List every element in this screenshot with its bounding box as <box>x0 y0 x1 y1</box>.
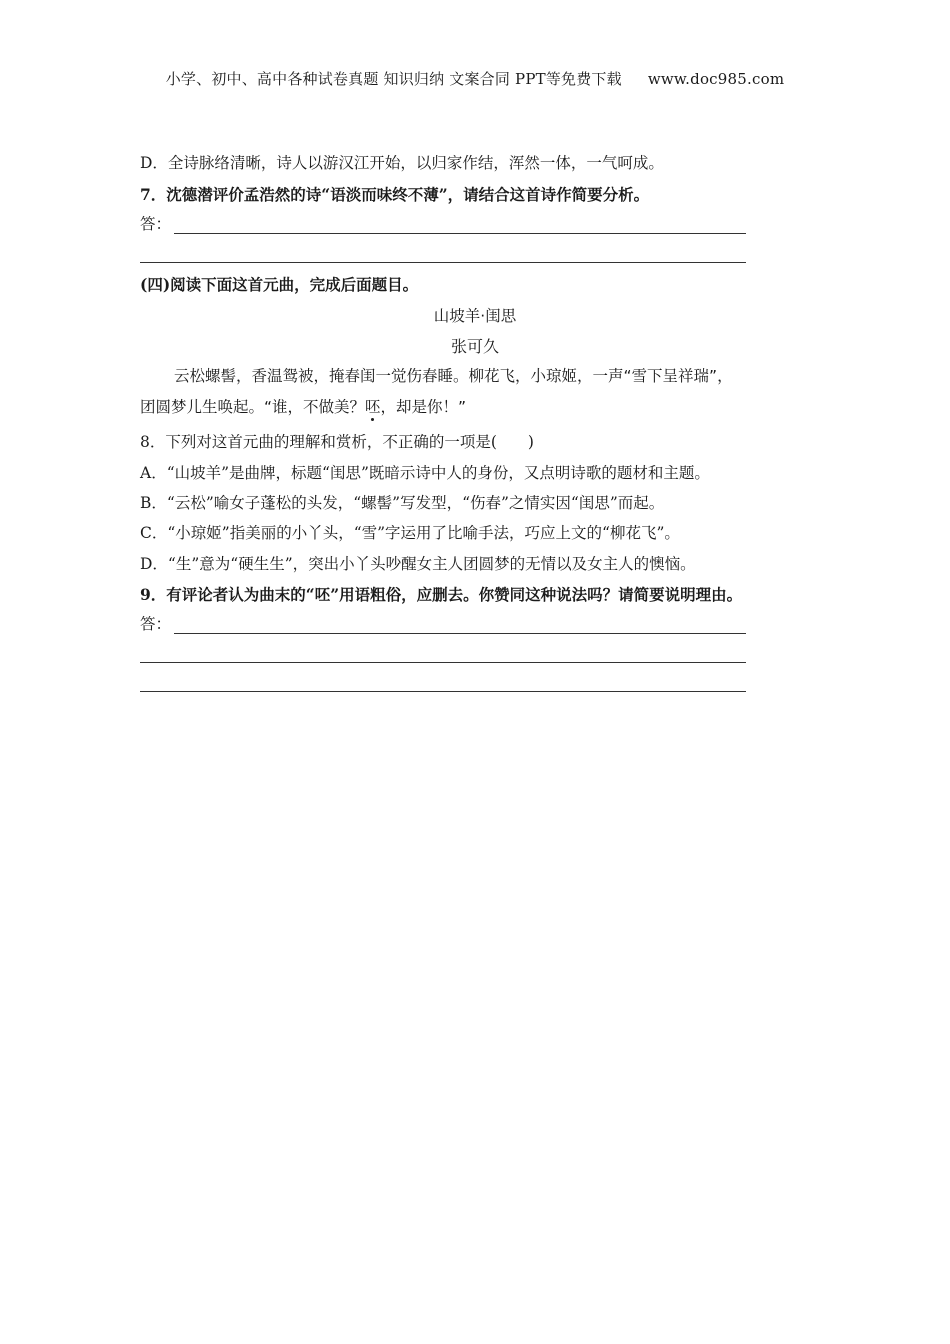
q9-question: 9．有评论者认为曲末的“呸”用语粗俗，应删去。你赞同这种说法吗？请简要说明理由。 <box>140 585 743 604</box>
poem-line-2-end: ，却是你！” <box>380 398 467 416</box>
q8-option-c: C．“小琼姬”指美丽的小丫头，“雪”字运用了比喻手法，巧应上文的“柳花飞”。 <box>140 524 680 542</box>
section4-heading: (四)阅读下面这首元曲，完成后面题目。 <box>140 275 419 294</box>
q9-answer-line-3 <box>140 672 746 692</box>
q6-option-d: D．全诗脉络清晰，诗人以游汉江开始，以归家作结，浑然一体，一气呵成。 <box>140 154 664 172</box>
q8-option-a: A．“山坡羊”是曲牌，标题“闺思”既暗示诗中人的身份，又点明诗歌的题材和主题。 <box>140 464 710 482</box>
header-text: 小学、初中、高中各种试卷真题 知识归纳 文案合同 PPT等免费下载 <box>165 70 622 88</box>
poem-emphasis-char: 呸 <box>365 398 381 416</box>
header-site: www.doc985.com <box>647 70 785 88</box>
q8-option-b: B．“云松”喻女子蓬松的头发，“螺髻”写发型，“伤春”之情实因“闺思”而起。 <box>140 494 665 512</box>
poem-line-2 <box>140 395 810 417</box>
q9-answer-label: 答： <box>140 615 172 633</box>
q8-option-d: D．“生”意为“硬生生”，突出小丫头吵醒女主人团圆梦的无情以及女主人的懊恼。 <box>140 555 696 573</box>
q7-answer-line-2 <box>140 243 746 263</box>
poem-line-1: 云松螺髻，香温鸳被，掩春闺一觉伤春睡。柳花飞，小琼姬，一声“雪下呈祥瑞”， <box>174 367 733 385</box>
page-header <box>0 68 950 89</box>
q9-answer-line-2 <box>140 643 746 663</box>
q7-question: 7．沈德潜评价孟浩然的诗“语淡而味终不薄”，请结合这首诗作简要分析。 <box>140 185 650 204</box>
poem-author: 张可久 <box>450 337 499 356</box>
q7-answer-label: 答： <box>140 215 172 233</box>
q9-answer-line-1 <box>140 614 746 634</box>
q8-question: 8．下列对这首元曲的理解和赏析，不正确的一项是( ) <box>140 433 534 451</box>
poem-line-2-start: 团圆梦儿生唤起。“谁，不做美？ <box>140 398 366 416</box>
q7-answer-line-1 <box>140 214 746 234</box>
poem-title: 山坡羊·闺思 <box>433 307 517 325</box>
